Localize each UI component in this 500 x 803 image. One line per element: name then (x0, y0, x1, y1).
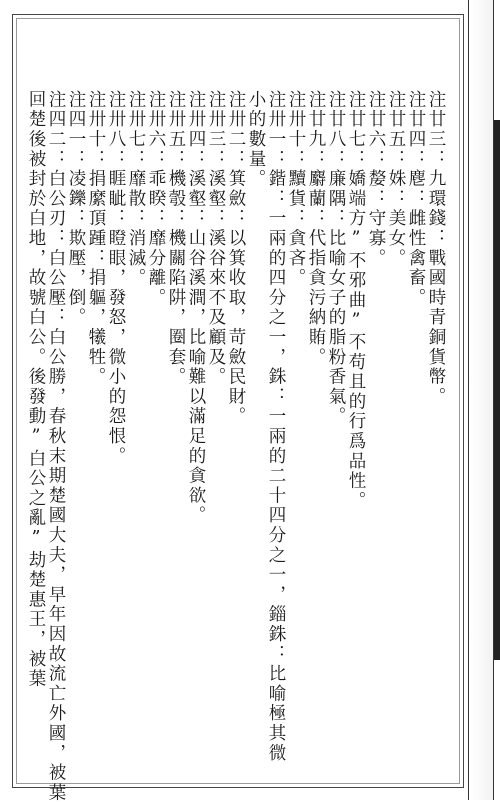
page-edge-line (468, 0, 469, 800)
book-spine-edge (494, 120, 500, 660)
note-column: 注廿五：姝：美女。 (386, 90, 406, 269)
note-column: 注廿九：麝蘭：代指貪污納賄。 (306, 90, 326, 368)
note-column: 注四一：凌鑠：欺壓，倒。 (66, 90, 86, 328)
note-column: 注卅六：乖睽：靡分離。 (146, 90, 166, 308)
note-column: 注廿四：麀：雌性禽畜。 (406, 90, 426, 308)
note-column: 注卅三：溪壑：溪谷來不及顧及。 (206, 90, 226, 387)
note-column: 注廿八：廉隅：比喻女子的脂粉香氣。 (326, 90, 346, 427)
note-column: 注四二：白公刃：白公壓：白公勝，春秋末期楚國大夫，早年因故流亡外國，被葉 (46, 90, 66, 803)
note-column: 注卅八：睚眦：瞪眼，發怒，微小的怨恨。 (106, 90, 126, 467)
note-column: 注卅四：溪壑：山谷溪澗，比喻難以滿足的貪欲。 (186, 90, 206, 526)
note-column: 注卅一：鍇：一兩的四分之一，銖：一兩的二十四分之一，錙銖：比喻極其微 (266, 90, 286, 764)
note-column: 注卅十：捐縻頂踵：捐軀，犧牲。 (86, 90, 106, 387)
annotation-text-area (26, 90, 450, 803)
note-column: 注廿七：嬌端方”不邪曲”不苟且的行爲品性。 (346, 90, 366, 511)
page-gutter-shadow (470, 0, 494, 800)
note-column: 注廿六：嫠：守寡。 (366, 90, 386, 269)
note-column: 小的數量。 (246, 90, 266, 189)
note-column: 回楚後被封於白地，故號白公。後發動”白公之亂”劫楚惠王，被葉 (26, 90, 46, 689)
note-column: 注卅七：靡散：消滅。 (126, 90, 146, 288)
note-column: 注廿三：九環錢：戰國時青銅貨幣。 (426, 90, 446, 407)
note-column: 注卅二：箕斂：以箕收取，苛斂民財。 (226, 90, 246, 427)
note-column: 注卅十：黷貨：貪吝。 (286, 90, 306, 288)
note-column: 注卅五：機彀：機關陷阱，圈套。 (166, 90, 186, 387)
